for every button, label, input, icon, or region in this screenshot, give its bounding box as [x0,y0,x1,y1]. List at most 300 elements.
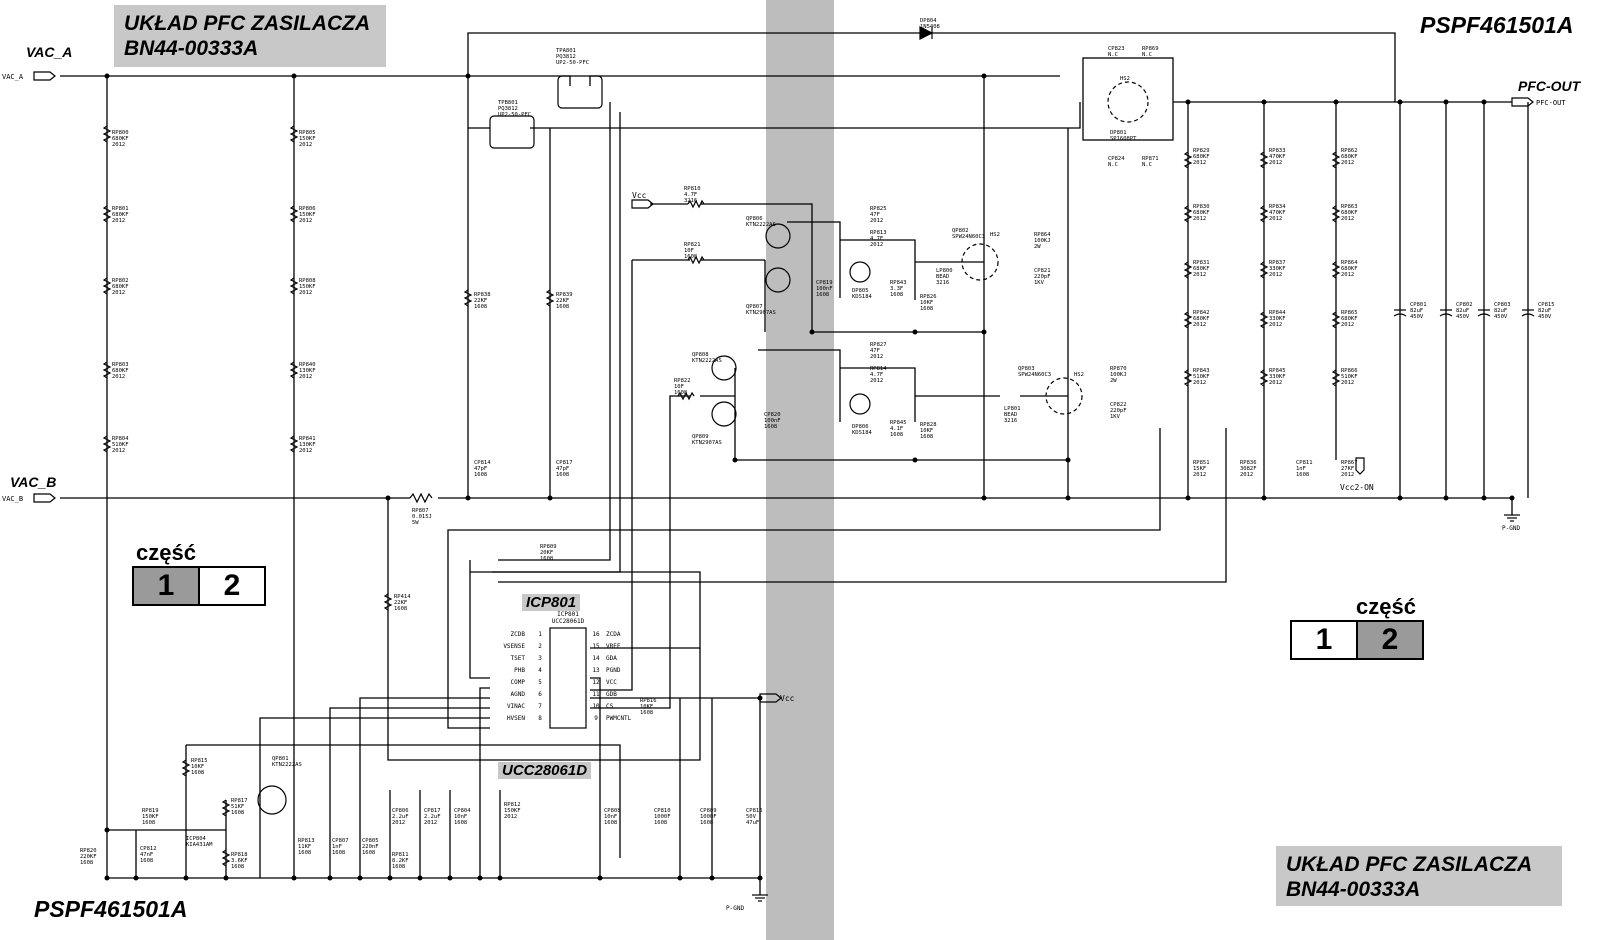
component-label-cp823: N.C [1108,52,1118,58]
component-label-tpa801: UP2-50-PFC [556,60,590,66]
component-label-rp830: 2012 [1193,216,1207,222]
net-pgnd-right: P-GND [1502,525,1521,532]
part-2-cell[interactable]: 2 [1356,622,1422,658]
component-label-rp803: RP803 [112,362,129,368]
component-label-rp827: RP827 [870,342,887,348]
component-label-qp809: KTN2907AS [692,440,722,446]
component-label-rp826: 10KF [920,300,934,306]
component-label-cp801: 450V [1410,314,1424,320]
component-label-rp837: 2012 [1269,272,1283,278]
component-label-hs2_a: HS2 [1120,76,1130,82]
component-label-cp820: 100nF [764,418,781,424]
component-label-rp818: 3.6KF [231,858,248,864]
diode-bridge-symbol [850,394,870,414]
component-label-rp810: RP810 [684,186,701,192]
component-label-rp814: 4.7F [870,372,884,378]
part-selector-left [132,566,266,606]
component-label-rp844: RP844 [1269,310,1286,316]
port-connector [1512,98,1533,106]
component-label-rp843b: 2012 [1193,380,1207,386]
ic-pin-name: GDB [606,691,617,698]
component-label-cp823: CP823 [1108,46,1125,52]
component-label-rp827: 2012 [870,354,884,360]
component-label-cp807: 1nF [332,844,342,850]
component-label-cp812: CP812 [140,846,157,852]
component-label-rp836: RP836 [1240,460,1257,466]
ic-pin-name: GDA [606,655,617,662]
component-label-rp836: 3082F [1240,466,1257,472]
component-label-cp817: CP817 [556,460,573,466]
component-label-cp803: 450V [1494,314,1508,320]
component-label-rp840: 130KF [299,368,316,374]
ic-pin-name: TSET [510,655,525,662]
inductor-symbol [558,76,602,108]
component-label-rp866: RP866 [1341,368,1358,374]
component-label-cp815: CP815 [1538,302,1555,308]
ic-pin-number: 6 [538,691,542,698]
component-label-cp817: 47pF [556,466,570,472]
component-label-cp806: 2.2uF [392,814,409,820]
component-label-cp802: CP802 [1456,302,1473,308]
component-label-cp824: CP824 [1108,156,1125,162]
net-pgnd-bottom: P-GND [726,905,745,912]
ic-pin-number: 13 [592,667,600,674]
component-label-rp871: RP871 [1142,156,1159,162]
component-label-rp825: 47F [870,212,880,218]
component-label-cp817b: 2.2uF [424,814,441,820]
ic-pin-name: VINAC [506,703,525,710]
bridge-symbol [1108,82,1148,122]
component-label-rp809: 1608 [540,556,554,562]
component-label-rp828: RP828 [920,422,937,428]
component-label-rp813b: 1608 [298,850,312,856]
ic-pin-name: VCC [606,679,617,686]
component-label-tpb801: PQ3812 [498,106,518,112]
part-label-left: część [136,540,196,565]
component-label-rp808: 150KF [299,284,316,290]
part-1-cell[interactable]: 1 [134,568,198,604]
ic-pin-name: ZCDB [510,631,525,638]
component-label-qp803: QP803 [1018,366,1035,372]
component-label-rp839: 22KF [556,298,570,304]
component-label-rp813b: RP813 [298,838,315,844]
net-vac-b-port: VAC_B [2,495,24,503]
component-label-rp837: 330KF [1269,266,1286,272]
component-label-rp822: 1608 [674,390,688,396]
component-label-cp820: CP820 [764,412,781,418]
component-label-dp805: DP805 [852,288,869,294]
component-label-rp807: 0.015J [412,514,432,520]
ic-pin-number: 12 [592,679,600,686]
ic-pin-name: VSENSE [503,643,525,650]
component-label-rp821: RP821 [684,242,701,248]
component-label-rp851: 2012 [1193,472,1207,478]
component-label-cp805: 220nF [362,844,379,850]
component-label-rp843b: RP843 [1193,368,1210,374]
component-label-rp831: 680KF [1193,266,1210,272]
component-label-rp867: 2012 [1341,472,1355,478]
component-label-cp814: CP814 [474,460,491,466]
component-label-qp802: SPW24N60C3 [952,234,986,240]
component-label-cp806: CP806 [392,808,409,814]
component-label-rp803: 2012 [112,374,126,380]
component-label-rp800: 2012 [112,142,126,148]
net-label-vac-a: VAC_A [26,44,73,60]
component-label-cp801: CP801 [1410,302,1427,308]
component-label-rp810: 4.7F [684,192,698,198]
component-label-rp841: RP841 [299,436,316,442]
component-label-cp802: 450V [1456,314,1470,320]
component-label-rp839: RP839 [556,292,573,298]
component-label-rp804: RP804 [112,436,129,442]
component-label-rp811: 1608 [392,864,406,870]
component-label-rp817: 51KF [231,804,245,810]
board-id-bottom-left: PSPF461501A [34,896,188,922]
component-label-rp869: N.C [1142,52,1152,58]
component-label-cp821: CP821 [1034,268,1051,274]
ic-ref-label: ICP801 [557,611,579,618]
component-label-rp809: RP809 [540,544,557,550]
component-label-rp808: 2012 [299,290,313,296]
component-label-cp810: 1000F [654,814,671,820]
component-label-cp801: 82uF [1410,308,1424,314]
ic-pin-number: 11 [592,691,600,698]
component-label-cp804: 1608 [454,820,468,826]
component-label-rp813b: 11KF [298,844,312,850]
component-label-dp801: SP1608PT [1110,136,1137,142]
component-label-rp844: 2012 [1269,322,1283,328]
resistor-symbol [410,494,432,502]
component-label-rp802: RP802 [112,278,129,284]
component-label-cp817: 1608 [556,472,570,478]
ic-pin-name: AGND [510,691,525,698]
part-divider-band [766,0,834,940]
ic-pin-number: 4 [538,667,542,674]
component-label-cp807: CP807 [332,838,349,844]
ic-ref-part-label: UCC28061D [551,618,585,625]
ic-pin-number: 16 [592,631,600,638]
component-label-cp806: 2012 [392,820,406,826]
component-label-lp801: 3216 [1004,418,1018,424]
component-label-cp803: CP803 [1494,302,1511,308]
component-label-rp825: RP825 [870,206,887,212]
component-label-qp801: QP801 [272,756,289,762]
component-label-dp805: KDS184 [852,294,872,300]
component-label-cp808: 1608 [604,820,618,826]
component-label-rp841: 130KF [299,442,316,448]
component-label-qp802: QP802 [952,228,969,234]
ic-pin-number: 15 [592,643,600,650]
component-label-dp806: KDS184 [852,430,872,436]
component-label-rp831: RP831 [1193,260,1210,266]
component-label-rp829: 2012 [1193,160,1207,166]
component-label-rp829: 680KF [1193,154,1210,160]
component-label-tpa801: TPA801 [556,48,576,54]
component-label-cp811: 1608 [1296,472,1310,478]
part-1-cell[interactable]: 1 [1315,623,1333,656]
net-pfc-out-port: PFC-OUT [1536,99,1566,107]
component-label-rp870: RP870 [1110,366,1127,372]
ic-pin-name: PHB [514,667,525,674]
component-label-rp841: 2012 [299,448,313,454]
component-label-hs2_c: HS2 [1074,372,1084,378]
ic-pin-number: 7 [538,703,542,710]
component-label-tpb801: UP2-50-PFC [498,112,532,118]
component-label-rp844: 330KF [1269,316,1286,322]
component-label-lp801: BEAD [1004,412,1018,418]
component-label-rp808: RP808 [299,278,316,284]
component-label-rp806: RP806 [299,206,316,212]
component-label-rp816: RP816 [640,698,657,704]
component-label-rp866: 510KF [1341,374,1358,380]
ic-pin-number: 2 [538,643,542,650]
component-label-rp820: RP820 [80,848,97,854]
component-label-rp865: 680KF [1341,316,1358,322]
component-label-rp838: 1608 [474,304,488,310]
component-label-rp845b: RP845 [1269,368,1286,374]
ic-pin-number: 10 [592,703,600,710]
component-label-cp815: 450V [1538,314,1552,320]
port-connector [34,494,55,502]
component-label-icp804: ICP804 [186,836,206,842]
component-label-cp821: 1KV [1034,280,1044,286]
component-label-rp864b: 2012 [1341,272,1355,278]
component-label-cp809: CP809 [700,808,717,814]
component-label-cp816: 50V [746,814,756,820]
component-label-rp818: RP818 [231,852,248,858]
component-label-rp806: 150KF [299,212,316,218]
component-label-rp818: 1608 [231,864,245,870]
component-label-cp812: 47nF [140,852,154,858]
net-vcc-left: Vcc [632,191,647,200]
component-label-rp813: RP813 [870,230,887,236]
component-label-rp812: 150KF [504,808,521,814]
component-label-rp862: RP862 [1341,148,1358,154]
component-label-rp863: RP863 [1341,204,1358,210]
component-label-rp838: RP838 [474,292,491,298]
title-line-1: UKŁAD PFC ZASILACZA [1286,853,1533,876]
component-label-rp862: 2012 [1341,160,1355,166]
component-label-rp802: 680KF [112,284,129,290]
component-label-qp808: KTN2222AS [692,358,722,364]
component-label-cp814: 1608 [474,472,488,478]
component-label-rp838: 22KF [474,298,488,304]
component-label-cp816: CP816 [746,808,763,814]
component-label-rp414: 22KF [394,600,408,606]
component-label-rp827: 47F [870,348,880,354]
ic-pin-name: VREF [606,643,621,650]
component-label-rp819: 1608 [142,820,156,826]
component-label-rp863: 2012 [1341,216,1355,222]
component-label-qp809: QP809 [692,434,709,440]
component-label-cp814: 47pF [474,466,488,472]
component-label-cp821: 220pF [1034,274,1051,280]
component-label-rp800: RP800 [112,130,129,136]
ic-pin-name: COMP [510,679,525,686]
component-label-rp866: 2012 [1341,380,1355,386]
component-label-cp804: CP804 [454,808,471,814]
component-label-qp806: KTN2222AS [746,222,776,228]
component-label-rp840: 2012 [299,374,313,380]
component-label-rp864: 100KJ [1034,238,1051,244]
component-label-rp820: 220KF [80,854,97,860]
component-label-rp815: RP815 [191,758,208,764]
component-label-rp813: 4.7F [870,236,884,242]
ic-pin-number: 1 [538,631,542,638]
component-label-rp864: RP864 [1034,232,1051,238]
title-line-2: BN44-00333A [124,37,259,60]
component-label-rp839: 1608 [556,304,570,310]
component-label-rp851: RP851 [1193,460,1210,466]
component-label-rp807: RP807 [412,508,429,514]
component-label-rp830: RP830 [1193,204,1210,210]
component-label-rp864b: RP864 [1341,260,1358,266]
component-label-qp806: QP806 [746,216,763,222]
component-label-rp815: 10KF [191,764,205,770]
component-label-rp804: 2012 [112,448,126,454]
component-label-rp845: 1608 [890,432,904,438]
component-label-rp825: 2012 [870,218,884,224]
component-label-rp801: 2012 [112,218,126,224]
component-label-rp843b: 510KF [1193,374,1210,380]
component-label-cp805: CP805 [362,838,379,844]
component-label-rp830: 680KF [1193,210,1210,216]
component-label-cp824: N.C [1108,162,1118,168]
component-label-rp812: RP812 [504,802,521,808]
part-2-cell[interactable]: 2 [198,568,264,604]
component-label-cp809: 1000F [700,814,717,820]
component-label-rp813: 2012 [870,242,884,248]
ground-symbol [1504,515,1520,521]
controller-ic-body [550,628,586,728]
component-label-rp842: RP842 [1193,310,1210,316]
component-label-rp811: 8.2KF [392,858,409,864]
component-label-rp814: RP814 [870,366,887,372]
component-label-rp800: 680KF [112,136,129,142]
component-label-icp804: KIA431AM [186,842,213,848]
component-label-dp804: 1N5408 [920,24,940,30]
component-label-cp816: 47uF [746,820,760,826]
component-label-rp843: 3.3F [890,286,904,292]
component-label-tpa801: PQ3812 [556,54,576,60]
component-label-qp801: KTN2222AS [272,762,302,768]
ic-name-label: ICP801 [522,594,580,611]
component-label-dp804: DP804 [920,18,937,24]
component-label-rp809: 20KF [540,550,554,556]
part-label-right: część [1356,594,1416,619]
title-block-top-left [114,5,386,67]
component-label-rp834: 2012 [1269,216,1283,222]
component-label-rp802: 2012 [112,290,126,296]
component-label-rp816: 10KF [640,704,654,710]
component-label-rp836: 2012 [1240,472,1254,478]
component-label-rp822: RP822 [674,378,691,384]
component-label-cp808: 10nF [604,814,618,820]
component-label-cp822: CP822 [1110,402,1127,408]
component-label-cp807: 1608 [332,850,346,856]
component-label-cp808: CP808 [604,808,621,814]
ground-symbol [752,895,768,901]
component-label-cp819: CP819 [816,280,833,286]
component-label-rp834: RP834 [1269,204,1286,210]
net-label-pfc-out: PFC-OUT [1518,78,1581,94]
component-label-rp863: 680KF [1341,210,1358,216]
component-label-rp843: 1608 [890,292,904,298]
component-label-rp819: RP819 [142,808,159,814]
net-label-vac-b: VAC_B [10,474,57,490]
net-vac-a-port: VAC_A [2,73,24,81]
diode-bridge-symbol [850,262,870,282]
component-label-rp845: RP845 [890,420,907,426]
component-label-rp828: 10KF [920,428,934,434]
component-label-rp810: 3216 [684,198,698,204]
component-label-qp807: KTN2907AS [746,310,776,316]
component-label-rp829: RP829 [1193,148,1210,154]
component-label-rp833: 2012 [1269,160,1283,166]
component-label-cp811: CP811 [1296,460,1313,466]
component-label-rp814: 2012 [870,378,884,384]
part-selector-right [1290,620,1424,660]
component-label-rp803: 680KF [112,368,129,374]
component-label-rp414: RP414 [394,594,411,600]
component-label-rp851: 15KF [1193,466,1207,472]
component-label-rp822: 10F [674,384,684,390]
ic-pin-number: 5 [538,679,542,686]
component-label-cp820: 1608 [764,424,778,430]
component-label-rp828: 1608 [920,434,934,440]
inductor-symbol [490,116,534,148]
net-vcc-right: Vcc [780,694,795,703]
ic-pin-name: HVSEN [506,715,525,722]
component-label-rp805: RP805 [299,130,316,136]
component-label-rp865: RP865 [1341,310,1358,316]
component-label-rp843: RP843 [890,280,907,286]
component-label-qp808: QP808 [692,352,709,358]
component-label-dp806: DP806 [852,424,869,430]
component-label-rp817: 1608 [231,810,245,816]
ic-pin-name: PWMCNTL [606,715,632,722]
component-label-rp842: 2012 [1193,322,1207,328]
component-label-rp801: RP801 [112,206,129,212]
port-connector [34,72,55,80]
component-label-cp803: 82uF [1494,308,1508,314]
title-line-1: UKŁAD PFC ZASILACZA [124,12,371,35]
ic-pin-name: PGND [606,667,621,674]
component-label-lp800: BEAD [936,274,950,280]
component-label-rp816: 1608 [640,710,654,716]
component-label-rp805: 2012 [299,142,313,148]
ic-pin-name: CS [606,703,614,710]
component-label-rp806: 2012 [299,218,313,224]
ic-pin-number: 8 [538,715,542,722]
board-id-top-right: PSPF461501A [1420,12,1574,38]
component-label-rp831: 2012 [1193,272,1207,278]
component-label-rp826: RP826 [920,294,937,300]
ic-pin-number: 14 [592,655,600,662]
title-block-bottom-right [1276,846,1562,906]
component-label-cp819: 100nF [816,286,833,292]
net-vcc2-on: Vcc2-ON [1340,483,1374,492]
component-label-hs2_b: HS2 [990,232,1000,238]
ic-pin-number: 3 [538,655,542,662]
component-label-dp801: DP801 [1110,130,1127,136]
component-label-rp805: 150KF [299,136,316,142]
title-line-2: BN44-00333A [1286,878,1421,901]
component-label-rp870: 100KJ [1110,372,1127,378]
component-label-cp817b: 2012 [424,820,438,826]
component-label-rp833: RP833 [1269,148,1286,154]
component-label-rp811: RP811 [392,852,409,858]
